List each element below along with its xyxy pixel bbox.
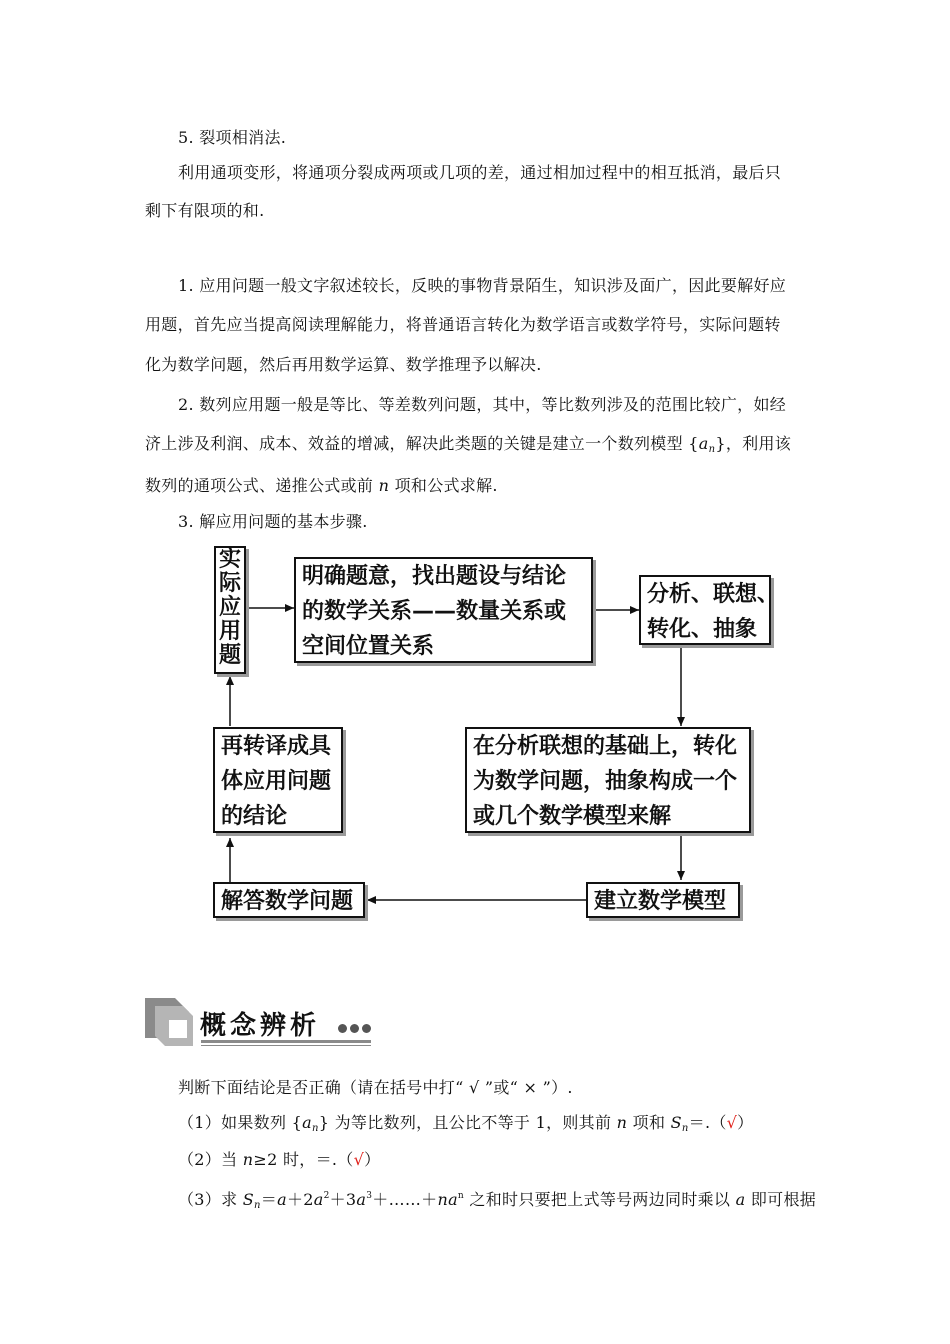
paragraph-line: 化为数学问题，然后再用数学运算、数学推理予以解决. — [145, 355, 542, 374]
paragraph-line: 利用通项变形，将通项分裂成两项或几项的差，通过相加过程中的相互抵消，最后只 — [178, 163, 782, 182]
paragraph-line: 1. 应用问题一般文字叙述较长，反映的事物背景陌生，知识涉及面广，因此要解好应 — [178, 276, 787, 295]
paragraph-line: 剩下有限项的和. — [145, 201, 265, 220]
judge-intro: 判断下面结论是否正确（请在括号中打“ √ ”或“ × ”）. — [178, 1078, 573, 1097]
banner-corner-icon — [169, 1020, 187, 1038]
flow-box-model-build: 在分析联想的基础上，转化 为数学问题，抽象构成一个 或几个数学模型来解 — [465, 727, 751, 833]
paragraph-line: 2. 数列应用题一般是等比、等差数列问题，其中，等比数列涉及的范围比较广，如经 — [178, 395, 787, 414]
paragraph-line: 济上涉及利润、成本、效益的增减，解决此类题的关键是建立一个数列模型 $\{a_n\}$，利用该 — [145, 434, 792, 455]
dot-icon — [350, 1024, 359, 1033]
flow-box-practical-problem: 实 际 应 用 题 — [214, 546, 246, 674]
section-dots — [338, 1018, 374, 1037]
judge-question-1: （1）如果数列 $\{a_n\}$ 为等比数列，且公比不等于 1，则其前 n 项和 $S_n=.(√)$ — [178, 1113, 754, 1134]
paragraph-line: 用题，首先应当提高阅读理解能力，将普通语言转化为数学语言或数学符号，实际问题转 — [145, 315, 781, 334]
paragraph-heading-5: 5. 裂项相消法. — [178, 128, 287, 147]
paragraph-line: 数列的通项公式、递推公式或前 n 项和公式求解. — [145, 476, 498, 495]
judge-question-2: （2）当 n≥2 时，＝.（√） — [178, 1150, 381, 1169]
paragraph-heading-3: 3. 解应用问题的基本步骤. — [178, 512, 368, 531]
answer-mark: √ — [353, 1150, 365, 1169]
banner-underline — [201, 1045, 371, 1046]
flow-box-understand: 明确题意，找出题设与结论 的数学关系——数量关系或 空间位置关系 — [294, 557, 593, 663]
answer-mark: √ — [726, 1113, 738, 1132]
flow-box-establish-model: 建立数学模型 — [586, 882, 740, 918]
dot-icon — [362, 1024, 371, 1033]
dot-icon — [338, 1024, 347, 1033]
section-title: 概念辨析 — [200, 1011, 321, 1041]
judge-question-3: （3）求 $S_n=a+2a^2+3a^3+\dots\dots+na^n$ 之和时只要把上式等号两边同时乘以 a 即可根据 — [178, 1190, 817, 1211]
flow-box-solve-problem: 解答数学问题 — [213, 882, 365, 918]
flow-box-conclusion: 再转译成具 体应用问题 的结论 — [213, 727, 343, 833]
flow-box-analyze: 分析、联想、 转化、抽象 — [639, 575, 771, 645]
